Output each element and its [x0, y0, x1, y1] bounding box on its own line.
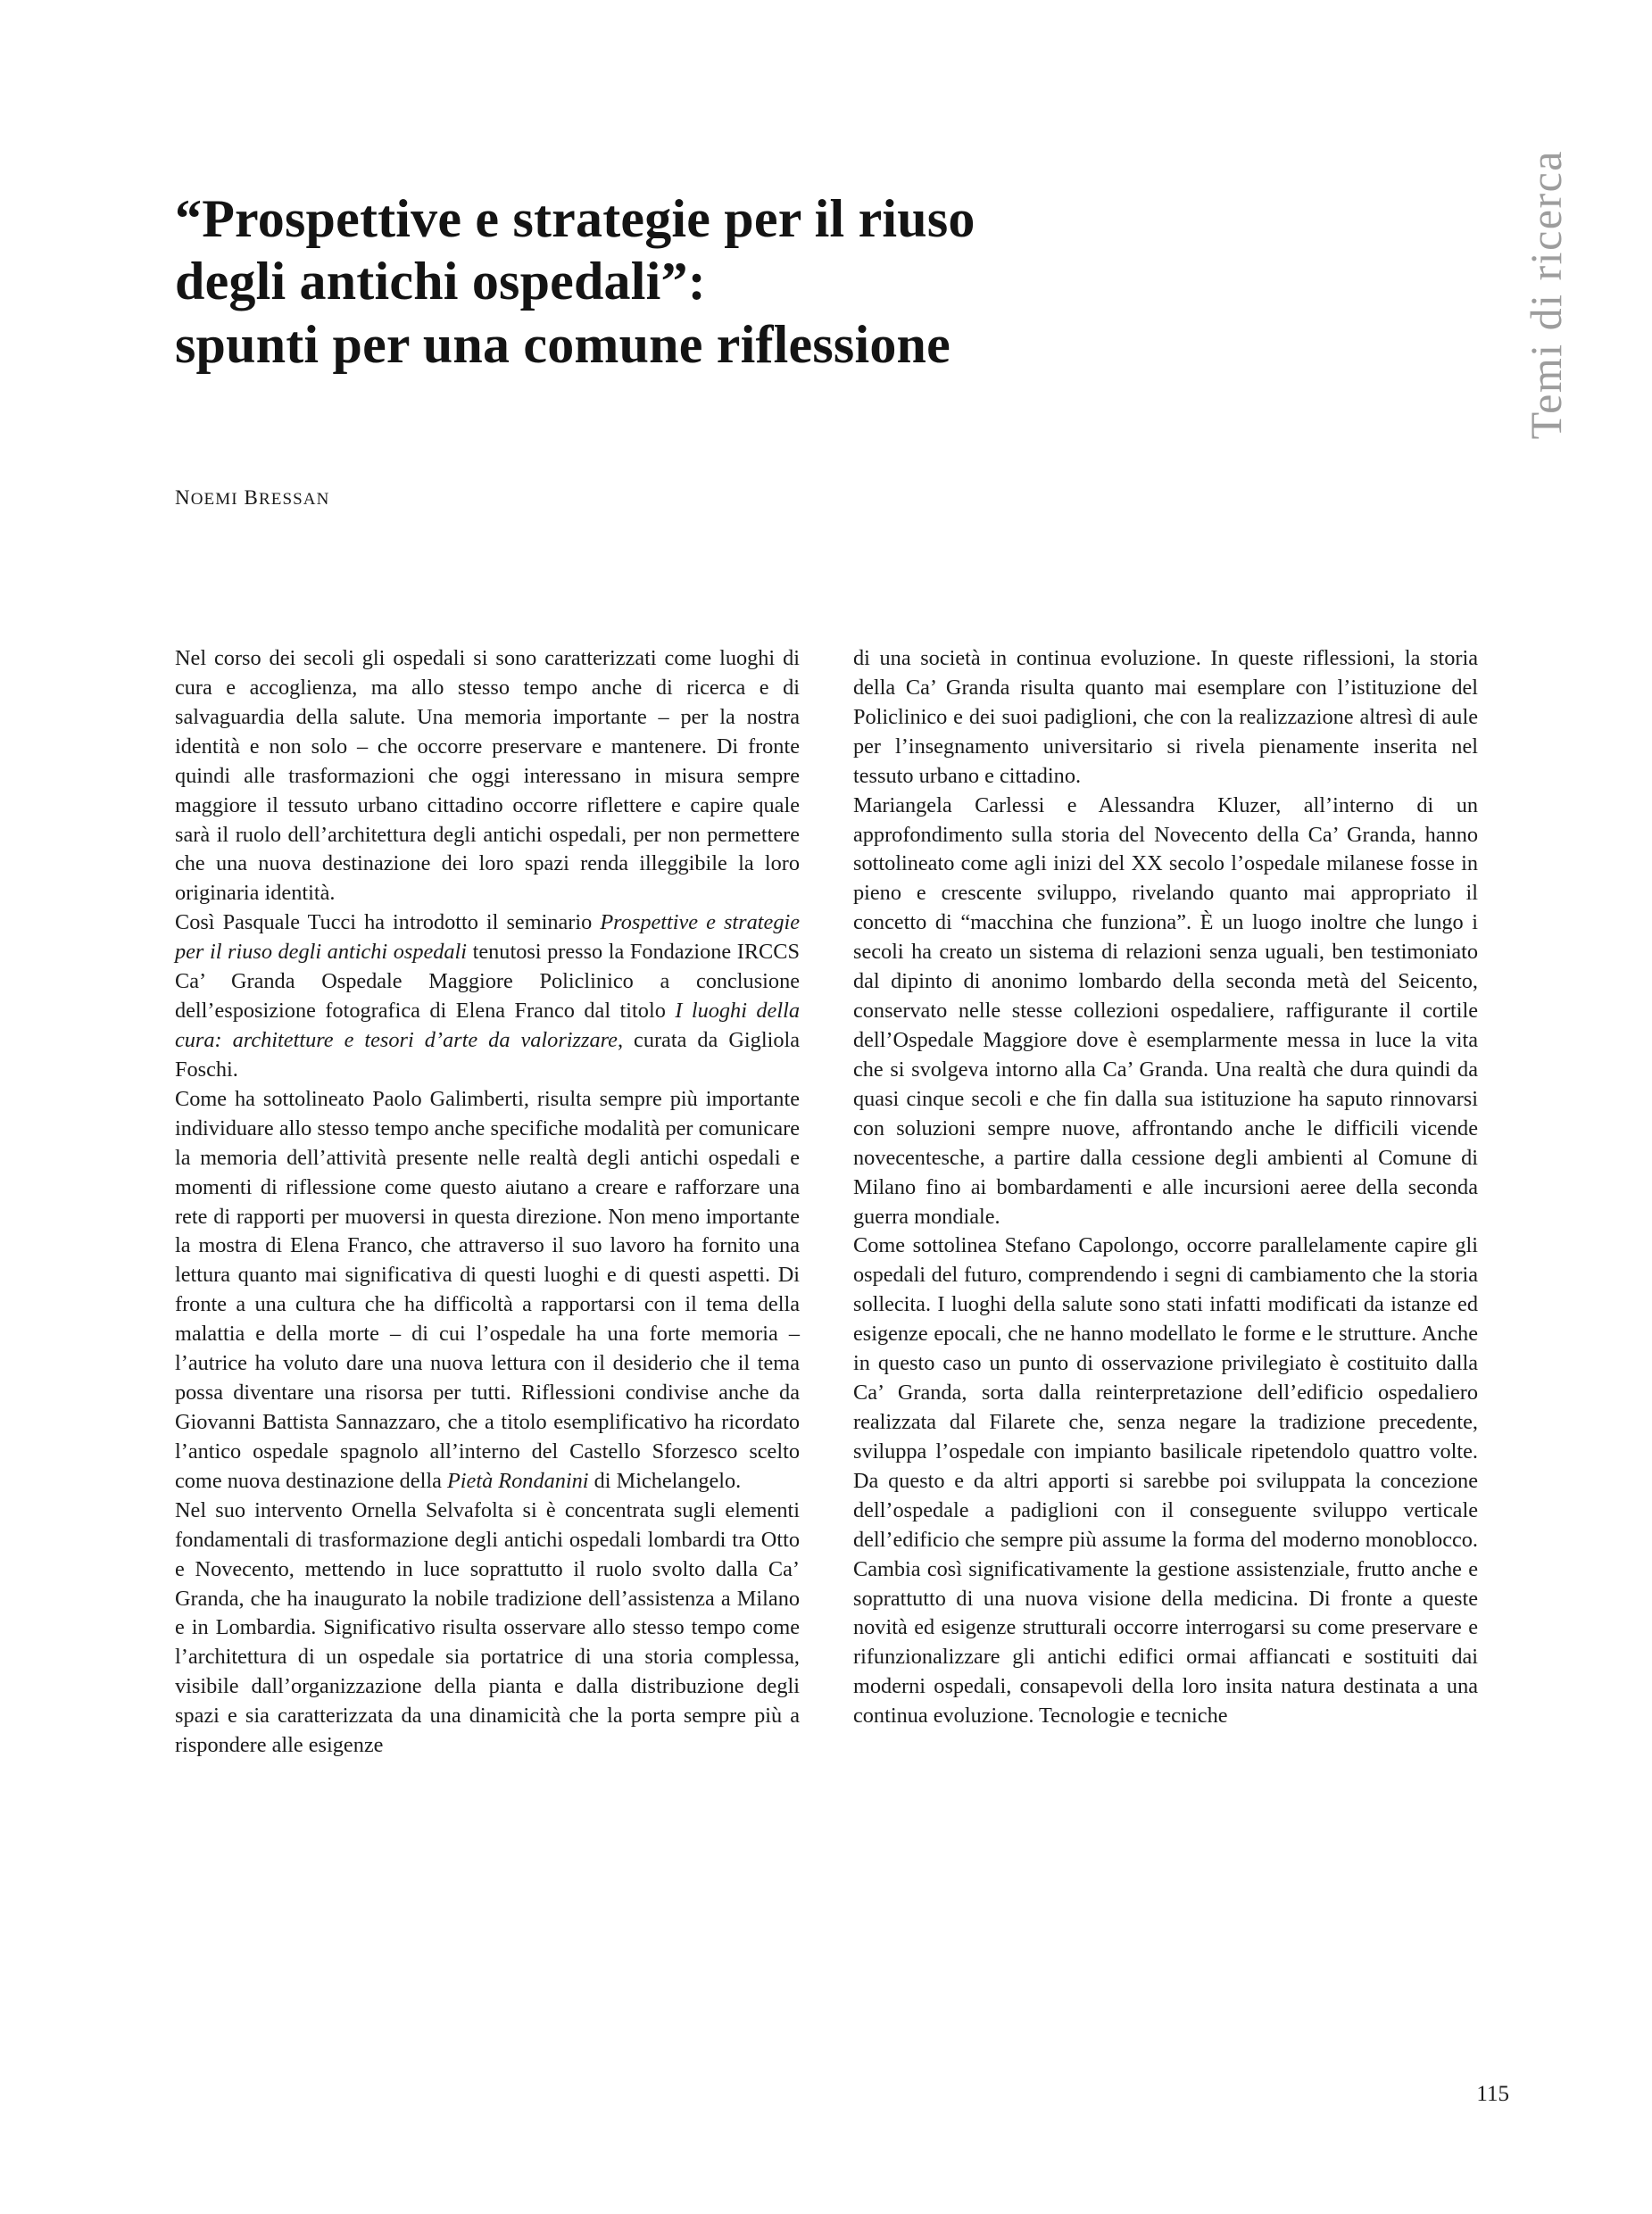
page-number: 115: [1476, 2082, 1509, 2106]
paragraph: Nel suo intervento Ornella Selvafolta si è concentrata sugli elementi fondamentali di trasformazione degli antichi ospedali lombardi tra Otto e Novecento, mettendo in luce soprattutto il ruolo svolto dalla Ca’ Granda, che ha inaugurato la nobile tradizione dell’assistenza a Milano e in Lombardia. Significativo risulta osservare allo stesso tempo come l’architettura di un ospedale sia portatrice di una storia complessa, visibile dall’organizzazione della pianta e dalla distribuzione degli spazi e sia caratterizzata da una dinamicità che la porta sempre più a rispondere alle esigenze: [175, 1497, 800, 1758]
section-rubric-label: Temi di ricerca: [1521, 150, 1571, 440]
paragraph: Come sottolinea Stefano Capolongo, occorre parallelamente capire gli ospedali del futuro, comprendendo i segni di cambiamento che la storia sollecita. I luoghi della salute sono stati infatti modificati da istanze ed esigenze epocali, che ne hanno modellato le forme e le strutture. Anche in questo caso un punto di osservazione privilegiato è costituito dalla Ca’ Granda, sorta dalla reinterpretazione dell’edificio ospedaliero realizzata dal Filarete che, senza negare la tradizione precedente, sviluppa l’ospedale con impianto basilicale ripetendolo quattro volte. Da questo e da altri apporti si sarebbe poi sviluppata la concezione dell’ospedale a padiglioni con il conseguente sviluppo verticale dell’edificio che sempre più assume la forma del moderno monoblocco. Cambia così significativamente la gestione assistenziale, frutto anche e soprattutto di una nuova visione della medicina. Di fronte a queste novità ed esigenze strutturali occorre interrogarsi su come preservare e rifunzionalizzare gli antichi edifici ormai affiancati e sostituiti dai moderni ospedali, consapevoli della loro insita natura destinata a una continua evoluzione. Tecnologie e tecniche: [853, 1233, 1478, 1729]
paragraph: Così Pasquale Tucci ha introdotto il seminario Prospettive e strategie per il riuso degli antichi ospedali tenutosi presso la Fondazione IRCCS Ca’ Granda Ospedale Maggiore Policlinico a conclusione dell’esposizione fotografica di Elena Franco dal titolo I luoghi della cura: architetture e tesori d’arte da valorizzare, curata da Gigliola Foschi.: [175, 910, 800, 1082]
paragraph: Mariangela Carlessi e Alessandra Kluzer, all’interno di un approfondimento sulla storia del Novecento della Ca’ Granda, hanno sottolineato come agli inizi del XX secolo l’ospedale milanese fosse in pieno e crescente sviluppo, rivelando quanto mai appropriato il concetto di “macchina che funziona”. È un luogo inoltre che lungo i secoli ha creato un sistema di relazioni senza uguali, ben testimoniato dal dipinto di anonimo lombardo della seconda metà del Seicento, conservato nelle stesse collezioni ospedaliere, raffigurante il cortile dell’Ospedale Maggiore dove è esemplarmente messa in luce la vita che si svolgeva intorno alla Ca’ Granda. Una realtà che dura quindi da quasi cinque secoli e che fin dalla sua istituzione ha saputo rinnovarsi con soluzioni sempre nuove, affrontando anche le difficili vicende novecentesche, a partire dalla cessione degli ambienti al Comune di Milano fino ai bombardamenti e alle incursioni aeree della seconda guerra mondiale.: [853, 792, 1478, 1229]
paragraph: Nel corso dei secoli gli ospedali si sono caratterizzati come luoghi di cura e accoglienza, ma allo stesso tempo anche di ricerca e di salvaguardia della salute. Una memoria importante – per la nostra identità e non solo – che occorre preservare e mantenere. Di fronte quindi alle trasformazioni che oggi interessano in misura sempre maggiore il tessuto urbano cittadino occorre riflettere e capire quale sarà il ruolo dell’architettura degli antichi ospedali, per non permettere che una nuova destinazione dei loro spazi renda illeggibile la loro originaria identità.: [175, 646, 800, 906]
body-columns: [175, 644, 1478, 1761]
page-title: [175, 187, 1371, 376]
page-title-line-1: “Prospettive e strategie per il riuso: [175, 189, 975, 249]
page-title-line-2: degli antichi ospedali”:: [175, 252, 706, 311]
column-right: [853, 644, 1478, 1761]
column-left: [175, 644, 800, 1761]
author-byline: [175, 486, 329, 510]
page-title-line-3: spunti per una comune riflessione: [175, 314, 951, 374]
author-name: NOEMI BRESSAN: [175, 486, 330, 509]
section-rubric: [1506, 150, 1586, 614]
paragraph: Come ha sottolineato Paolo Galimberti, risulta sempre più importante individuare allo stesso tempo anche specifiche modalità per comunicare la memoria dell’attività presente nelle realtà degli antichi ospedali e momenti di riflessione come questo aiutano a creare e rafforzare una rete di rapporti per muoversi in questa direzione. Non meno importante la mostra di Elena Franco, che attraverso il suo lavoro ha fornito una lettura quanto mai significativa di questi luoghi e di questi aspetti. Di fronte a una cultura che ha difficoltà a rapportarsi con il tema della malattia e della morte – di cui l’ospedale ha una forte memoria – l’autrice ha voluto dare una nuova lettura con il desiderio che il tema possa diventare una risorsa per tutti. Riflessioni condivise anche da Giovanni Battista Sannazzaro, che a titolo esemplificativo ha ricordato l’antico ospedale spagnolo all’interno del Castello Sforzesco scelto come nuova destinazione della Pietà Rondanini di Michelangelo.: [175, 1086, 800, 1493]
paragraph: di una società in continua evoluzione. In queste riflessioni, la storia della Ca’ Granda risulta quanto mai esemplare con l’istituzione del Policlinico e dei suoi padiglioni, che con la realizzazione altresì di aule per l’insegnamento universitario si rivela pienamente inserita nel tessuto urbano e cittadino.: [853, 646, 1478, 788]
